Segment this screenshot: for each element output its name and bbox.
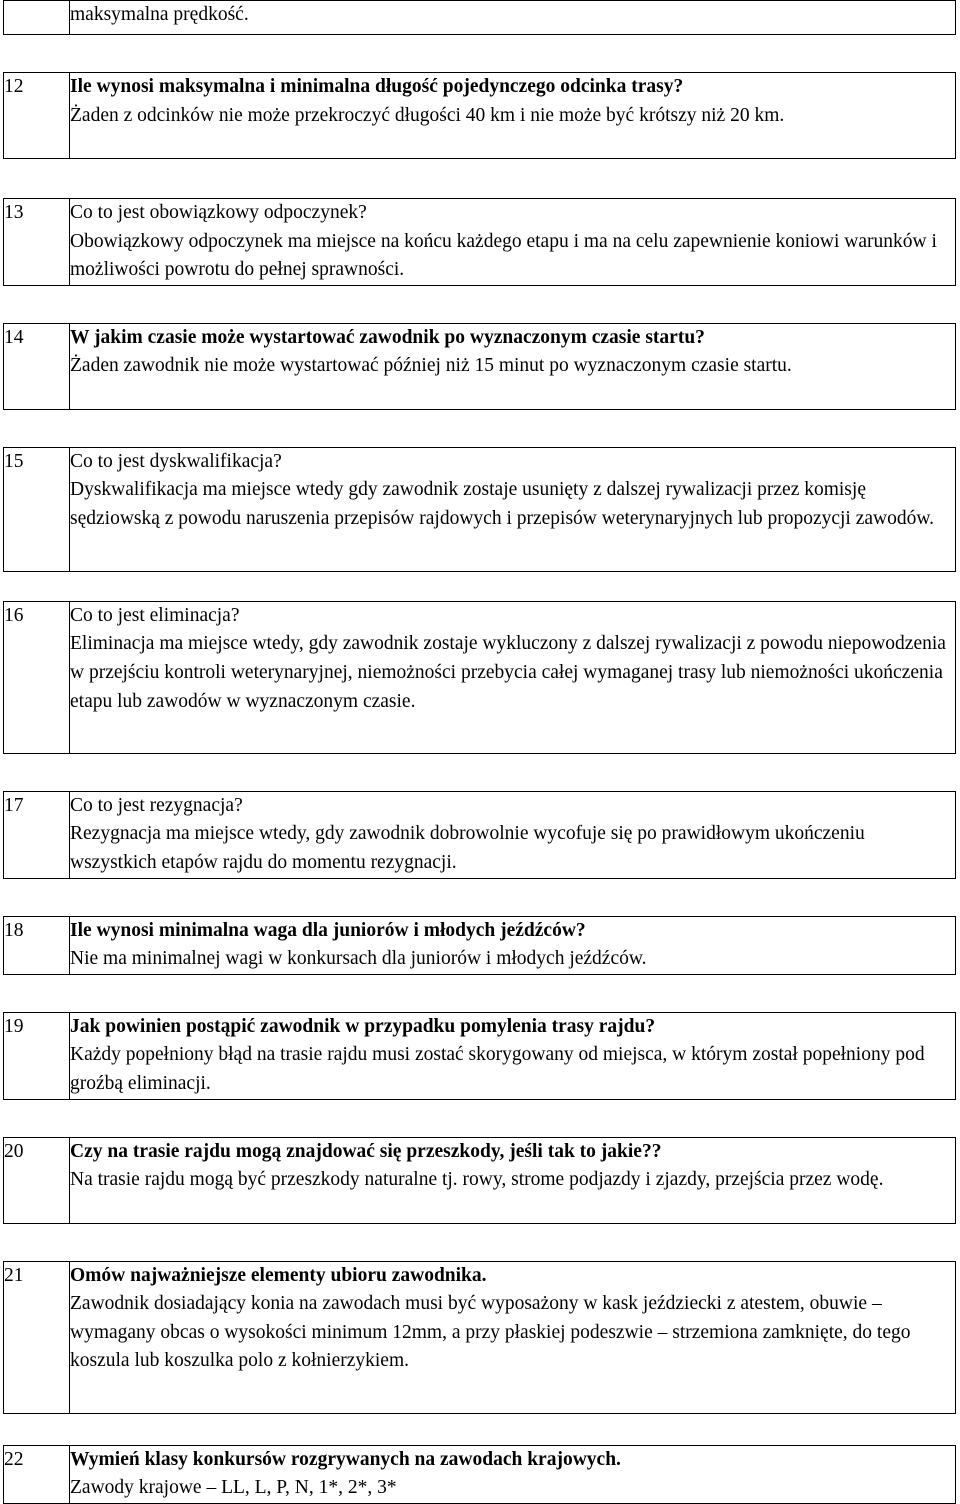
answer-text: Żaden zawodnik nie może wystartować później niż 15 minut po wyznaczonym czasie startu. xyxy=(70,355,792,377)
table-row xyxy=(4,1,956,35)
item-number-cell xyxy=(4,1,70,35)
item-text-cell xyxy=(70,1012,956,1099)
question-text: Co to jest rezygnacja? xyxy=(70,794,243,816)
answer-text: Nie ma minimalnej wagi w konkursach dla juniorów i młodych jeźdźców. xyxy=(70,948,647,970)
question-text: Ile wynosi maksymalna i minimalna długość pojedynczego odcinka trasy? xyxy=(70,76,684,97)
row-gap xyxy=(4,409,956,447)
questions-table xyxy=(3,0,956,1504)
answer-text: Dyskwalifikacja ma miejsce wtedy gdy zawodnik zostaje usunięty z dalszej rywalizacji przez komisję sędziowską z powodu naruszenia przepisów rajdowych i przepisów weterynaryjnych lub propozycji zawodów. xyxy=(70,479,935,529)
item-number: 16 xyxy=(4,601,70,753)
table-row xyxy=(4,447,956,571)
item-number: 19 xyxy=(4,1012,70,1099)
question-text: Co to jest obowiązkowy odpoczynek? xyxy=(70,202,367,223)
answer-text: maksymalna prędkość. xyxy=(70,4,249,25)
row-gap xyxy=(4,1223,956,1261)
question-text: Co to jest dyskwalifikacja? xyxy=(70,450,282,472)
table-row xyxy=(4,73,956,159)
row-gap xyxy=(4,974,956,1012)
row-gap xyxy=(4,571,956,601)
answer-text: Eliminacja ma miejsce wtedy, gdy zawodnik zostaje wykluczony z dalszej rywalizacji z powodu niepowodzenia w przejściu kontroli weterynaryjnej, niemożności przebycia całej wymaganej trasy lub niemożności ukończenia etapu lub zawodów w wyznaczonym czasie. xyxy=(70,633,946,712)
item-text-cell xyxy=(70,916,956,974)
table-row xyxy=(4,791,956,878)
item-text-cell xyxy=(70,323,956,409)
row-gap xyxy=(4,878,956,916)
table-row xyxy=(4,601,956,753)
item-number: 21 xyxy=(4,1261,70,1413)
question-text: Czy na trasie rajdu mogą znajdować się przeszkody, jeśli tak to jakie?? xyxy=(70,1140,662,1162)
question-text: Co to jest eliminacja? xyxy=(70,604,240,626)
item-number: 20 xyxy=(4,1137,70,1223)
row-gap xyxy=(4,1413,956,1445)
item-number: 12 xyxy=(4,73,70,159)
row-gap xyxy=(4,1099,956,1137)
item-text-cell xyxy=(70,199,956,286)
table-row xyxy=(4,1261,956,1413)
answer-text: Obowiązkowy odpoczynek ma miejsce na końcu każdego etapu i ma na celu zapewnienie koniowi warunków i możliwości powrotu do pełnej sprawności. xyxy=(70,230,937,281)
item-number: 13 xyxy=(4,199,70,286)
table-row xyxy=(4,199,956,286)
item-text-cell xyxy=(70,1137,956,1223)
item-text-cell xyxy=(70,447,956,571)
answer-text: Zawody krajowe – LL, L, P, N, 1*, 2*, 3* xyxy=(70,1477,397,1499)
item-number: 15 xyxy=(4,447,70,571)
answer-text: Żaden z odcinków nie może przekroczyć długości 40 km i nie może być krótszy niż 20 km. xyxy=(70,104,785,126)
question-text: Wymień klasy konkursów rozgrywanych na zawodach krajowych. xyxy=(70,1448,621,1470)
item-number: 22 xyxy=(4,1445,70,1503)
answer-text: Każdy popełniony błąd na trasie rajdu musi zostać skorygowany od miejsca, w którym został popełniony pod groźbą eliminacji. xyxy=(70,1044,925,1094)
question-text: W jakim czasie może wystartować zawodnik po wyznaczonym czasie startu? xyxy=(70,326,705,348)
answer-text: Na trasie rajdu mogą być przeszkody naturalne tj. rowy, strome podjazdy i zjazdy, przejścia przez wodę. xyxy=(70,1169,884,1191)
answer-text: Rezygnacja ma miejsce wtedy, gdy zawodnik dobrowolnie wycofuje się po prawidłowym ukończeniu wszystkich etapów rajdu do momentu rezygnacji. xyxy=(70,823,865,873)
table-row xyxy=(4,323,956,409)
answer-text: Zawodnik dosiadający konia na zawodach musi być wyposażony w kask jeździecki z atestem, obuwie – wymagany obcas o wysokości minimum 12mm, a przy płaskiej podeszwie – strzemiona zamknięte, do tego koszula lub koszulka polo z kołnierzykiem. xyxy=(70,1293,911,1372)
row-gap xyxy=(4,753,956,791)
item-text-cell xyxy=(70,1445,956,1503)
item-text-cell xyxy=(70,73,956,159)
item-number: 18 xyxy=(4,916,70,974)
question-text: Omów najważniejsze elementy ubioru zawodnika. xyxy=(70,1264,487,1286)
table-row xyxy=(4,1012,956,1099)
item-text-cell xyxy=(70,1,956,35)
table-row xyxy=(4,1445,956,1503)
question-text: Jak powinien postąpić zawodnik w przypadku pomylenia trasy rajdu? xyxy=(70,1015,656,1037)
question-text: Ile wynosi minimalna waga dla juniorów i młodych jeźdźców? xyxy=(70,919,586,941)
item-number: 14 xyxy=(4,323,70,409)
item-text-cell xyxy=(70,1261,956,1413)
item-text-cell xyxy=(70,791,956,878)
row-gap xyxy=(4,285,956,323)
row-gap xyxy=(4,35,956,73)
table-row xyxy=(4,916,956,974)
item-number: 17 xyxy=(4,791,70,878)
table-row xyxy=(4,1137,956,1223)
item-text-cell xyxy=(70,601,956,753)
row-gap xyxy=(4,159,956,199)
